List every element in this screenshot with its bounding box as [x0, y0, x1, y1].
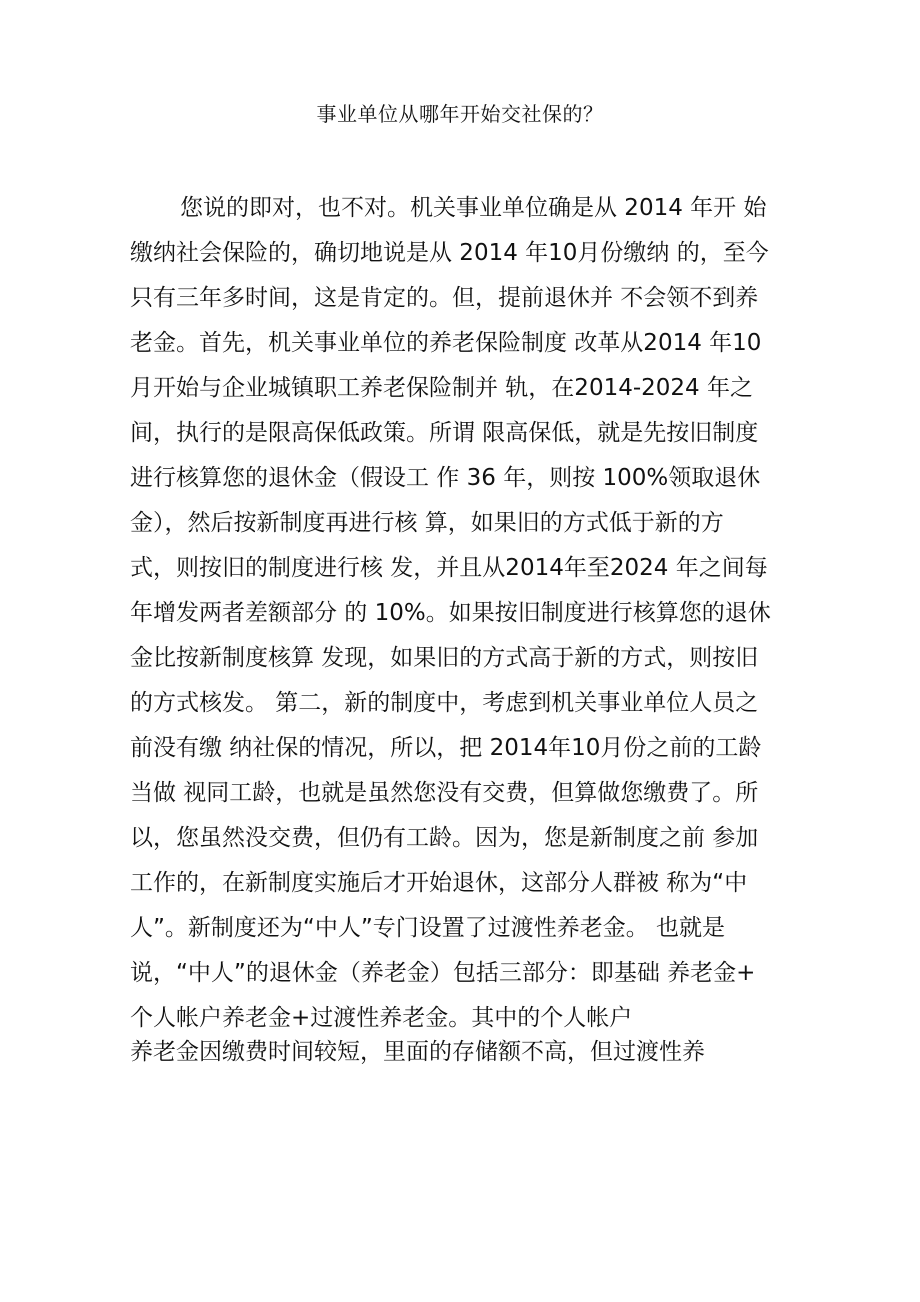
paragraph-line: 金比按新制度核算 发现，如果旧的方式高于新的方式，则按旧	[130, 645, 759, 671]
paragraph-line: 金），然后按新制度再进行核 算，如果旧的方式低于新的方	[130, 510, 724, 536]
paragraph-line: 只有三年多时间，这是肯定的。但，提前退休并 不会领不到养	[130, 285, 759, 311]
paragraph-line: 缴纳社会保险的，确切地说是从 2014 年10月份缴纳 的，至今	[130, 240, 769, 266]
paragraph-line: 个人帐户养老金+过渡性养老金。其中的个人帐户	[130, 1005, 633, 1031]
paragraph-line: 前没有缴 纳社保的情况，所以，把 2014年10月份之前的工龄	[130, 735, 762, 761]
paragraph-line: 式，则按旧的制度进行核 发，并且从2014年至2024 年之间每	[130, 555, 768, 581]
article-body	[130, 190, 790, 1079]
page-title: 事业单位从哪年开始交社保的？	[316, 102, 604, 126]
paragraph-line: 进行核算您的退休金（假设工 作 36 年，则按 100%领取退休	[130, 465, 761, 491]
paragraph-line: 月开始与企业城镇职工养老保险制并 轨，在2014-2024 年之	[130, 375, 753, 401]
paragraph-line: 年增发两者差额部分 的 10%。如果按旧制度进行核算您的退休	[130, 600, 771, 626]
paragraph-line: 以，您虽然没交费，但仍有工龄。因为，您是新制度之前 参加	[130, 825, 759, 851]
paragraph-line: 间，执行的是限高保低政策。所谓 限高保低，就是先按旧制度	[130, 420, 759, 446]
paragraph-line: 工作的，在新制度实施后才开始退休，这部分人群被 称为“中	[130, 870, 748, 896]
paragraph-line: 的方式核发。 第二，新的制度中，考虑到机关事业单位人员之	[130, 690, 759, 716]
paragraph-line: 养老金因缴费时间较短，里面的存储额不高，但过渡性养	[130, 1039, 705, 1065]
paragraph-line: 说，“中人”的退休金（养老金）包括三部分：即基础 养老金+	[130, 960, 756, 986]
paragraph-line: 老金。首先，机关事业单位的养老保险制度 改革从2014 年10	[130, 330, 762, 356]
paragraph-line: 您说的即对，也不对。机关事业单位确是从 2014 年开 始	[180, 195, 767, 221]
paragraph-line: 当做 视同工龄，也就是虽然您没有交费，但算做您缴费了。所	[130, 780, 759, 806]
paragraph-line: 人”。新制度还为“中人”专门设置了过渡性养老金。 也就是	[130, 915, 726, 941]
